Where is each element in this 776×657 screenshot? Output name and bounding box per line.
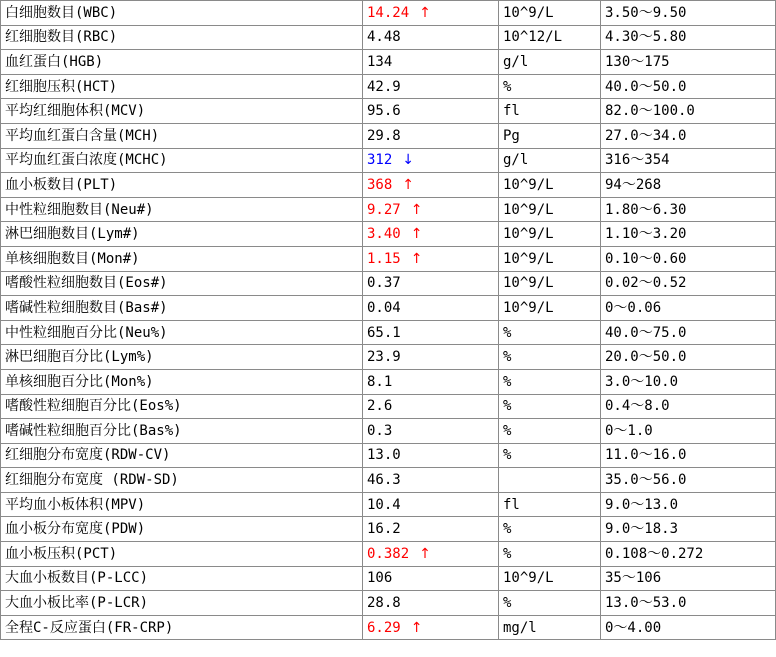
- reference-range-cell: 0～4.00: [601, 615, 776, 640]
- result-value: 106: [367, 570, 393, 587]
- test-name-cell: 淋巴细胞百分比(Lym%): [1, 345, 363, 370]
- reference-range-cell: 3.0～10.0: [601, 369, 776, 394]
- result-value: 9.27: [367, 201, 401, 218]
- result-value: 0.382: [367, 545, 410, 562]
- result-value: 134: [367, 53, 393, 70]
- lab-results-body: [1, 1, 776, 640]
- result-value: 42.9: [367, 78, 401, 95]
- result-value-cell: [363, 492, 499, 517]
- result-value-cell: [363, 50, 499, 75]
- unit-cell: g/l: [499, 148, 601, 173]
- reference-range-cell: 3.50～9.50: [601, 1, 776, 26]
- test-name-cell: 大血小板数目(P-LCC): [1, 566, 363, 591]
- result-value: 4.48: [367, 29, 401, 46]
- reference-range-cell: 0.02～0.52: [601, 271, 776, 296]
- table-row: [1, 222, 776, 247]
- result-value-cell: [363, 468, 499, 493]
- table-row: [1, 419, 776, 444]
- unit-cell: %: [499, 443, 601, 468]
- reference-range-cell: 0.4～8.0: [601, 394, 776, 419]
- test-name-cell: 嗜碱性粒细胞数目(Bas#): [1, 296, 363, 321]
- table-row: [1, 443, 776, 468]
- table-row: [1, 566, 776, 591]
- result-value: 312: [367, 152, 393, 169]
- table-row: [1, 25, 776, 50]
- test-name-cell: 血小板压积(PCT): [1, 542, 363, 567]
- table-row: [1, 99, 776, 124]
- unit-cell: fl: [499, 99, 601, 124]
- test-name-cell: 单核细胞百分比(Mon%): [1, 369, 363, 394]
- result-value-cell: [363, 419, 499, 444]
- result-value-cell: [363, 148, 499, 173]
- test-name-cell: 嗜酸性粒细胞百分比(Eos%): [1, 394, 363, 419]
- reference-range-cell: 35～106: [601, 566, 776, 591]
- result-value: 1.15: [367, 250, 401, 267]
- unit-cell: 10^9/L: [499, 566, 601, 591]
- test-name-cell: 中性粒细胞百分比(Neu%): [1, 320, 363, 345]
- unit-cell: 10^9/L: [499, 197, 601, 222]
- test-name-cell: 中性粒细胞数目(Neu#): [1, 197, 363, 222]
- reference-range-cell: 0～0.06: [601, 296, 776, 321]
- table-row: [1, 74, 776, 99]
- reference-range-cell: 40.0～50.0: [601, 74, 776, 99]
- test-name-cell: 平均红细胞体积(MCV): [1, 99, 363, 124]
- arrow-up-icon: ↑: [410, 250, 423, 267]
- table-row: [1, 320, 776, 345]
- result-value-cell: [363, 222, 499, 247]
- result-value: 8.1: [367, 373, 393, 390]
- result-value: 0.37: [367, 275, 401, 292]
- result-value-cell: [363, 296, 499, 321]
- unit-cell: 10^9/L: [499, 271, 601, 296]
- reference-range-cell: 4.30～5.80: [601, 25, 776, 50]
- unit-cell: 10^9/L: [499, 222, 601, 247]
- reference-range-cell: 40.0～75.0: [601, 320, 776, 345]
- unit-cell: %: [499, 542, 601, 567]
- unit-cell: [499, 468, 601, 493]
- result-value-cell: [363, 443, 499, 468]
- result-value-cell: [363, 615, 499, 640]
- unit-cell: %: [499, 369, 601, 394]
- reference-range-cell: 27.0～34.0: [601, 123, 776, 148]
- arrow-up-icon: ↑: [419, 4, 431, 21]
- result-value-cell: [363, 345, 499, 370]
- test-name-cell: 全程C-反应蛋白(FR-CRP): [1, 615, 363, 640]
- unit-cell: g/l: [499, 50, 601, 75]
- table-row: [1, 591, 776, 616]
- reference-range-cell: 0.10～0.60: [601, 246, 776, 271]
- reference-range-cell: 13.0～53.0: [601, 591, 776, 616]
- table-row: [1, 615, 776, 640]
- result-value: 2.6: [367, 398, 393, 415]
- test-name-cell: 红细胞数目(RBC): [1, 25, 363, 50]
- result-value-cell: [363, 517, 499, 542]
- result-value-cell: [363, 173, 499, 198]
- unit-cell: fl: [499, 492, 601, 517]
- result-value-cell: [363, 1, 499, 26]
- result-value: 10.4: [367, 496, 401, 513]
- reference-range-cell: 1.80～6.30: [601, 197, 776, 222]
- table-row: [1, 369, 776, 394]
- result-value-cell: [363, 99, 499, 124]
- table-row: [1, 468, 776, 493]
- reference-range-cell: 94～268: [601, 173, 776, 198]
- result-value: 0.3: [367, 422, 393, 439]
- table-row: [1, 246, 776, 271]
- arrow-up-icon: ↑: [410, 619, 423, 636]
- test-name-cell: 平均血红蛋白含量(MCH): [1, 123, 363, 148]
- result-value-cell: [363, 74, 499, 99]
- test-name-cell: 平均血红蛋白浓度(MCHC): [1, 148, 363, 173]
- result-value-cell: [363, 566, 499, 591]
- result-value-cell: [363, 369, 499, 394]
- reference-range-cell: 11.0～16.0: [601, 443, 776, 468]
- result-value-cell: [363, 25, 499, 50]
- result-value: 368: [367, 176, 393, 193]
- arrow-up-icon: ↑: [419, 545, 431, 562]
- result-value: 13.0: [367, 447, 401, 464]
- unit-cell: %: [499, 345, 601, 370]
- result-value: 0.04: [367, 299, 401, 316]
- arrow-up-icon: ↑: [402, 176, 415, 193]
- table-row: [1, 50, 776, 75]
- test-name-cell: 大血小板比率(P-LCR): [1, 591, 363, 616]
- unit-cell: 10^9/L: [499, 296, 601, 321]
- reference-range-cell: 130～175: [601, 50, 776, 75]
- unit-cell: 10^9/L: [499, 173, 601, 198]
- test-name-cell: 红细胞分布宽度(RDW-CV): [1, 443, 363, 468]
- reference-range-cell: 0～1.0: [601, 419, 776, 444]
- unit-cell: 10^9/L: [499, 1, 601, 26]
- table-row: [1, 517, 776, 542]
- unit-cell: %: [499, 517, 601, 542]
- reference-range-cell: 316～354: [601, 148, 776, 173]
- test-name-cell: 平均血小板体积(MPV): [1, 492, 363, 517]
- unit-cell: mg/l: [499, 615, 601, 640]
- arrow-down-icon: ↓: [402, 152, 415, 169]
- result-value: 29.8: [367, 127, 401, 144]
- unit-cell: 10^12/L: [499, 25, 601, 50]
- result-value: 46.3: [367, 472, 401, 489]
- result-value-cell: [363, 320, 499, 345]
- test-name-cell: 红细胞压积(HCT): [1, 74, 363, 99]
- unit-cell: 10^9/L: [499, 246, 601, 271]
- table-row: [1, 345, 776, 370]
- table-row: [1, 271, 776, 296]
- table-row: [1, 296, 776, 321]
- test-name-cell: 血小板分布宽度(PDW): [1, 517, 363, 542]
- result-value: 14.24: [367, 4, 410, 21]
- result-value-cell: [363, 394, 499, 419]
- result-value: 16.2: [367, 521, 401, 538]
- result-value-cell: [363, 591, 499, 616]
- unit-cell: Pg: [499, 123, 601, 148]
- unit-cell: %: [499, 591, 601, 616]
- reference-range-cell: 9.0～13.0: [601, 492, 776, 517]
- reference-range-cell: 1.10～3.20: [601, 222, 776, 247]
- reference-range-cell: 35.0～56.0: [601, 468, 776, 493]
- test-name-cell: 单核细胞数目(Mon#): [1, 246, 363, 271]
- result-value: 95.6: [367, 103, 401, 120]
- test-name-cell: 红细胞分布宽度 (RDW-SD): [1, 468, 363, 493]
- test-name-cell: 血红蛋白(HGB): [1, 50, 363, 75]
- unit-cell: %: [499, 419, 601, 444]
- result-value: 28.8: [367, 595, 401, 612]
- result-value: 65.1: [367, 324, 401, 341]
- table-row: [1, 394, 776, 419]
- result-value-cell: [363, 246, 499, 271]
- result-value: 23.9: [367, 349, 401, 366]
- table-row: [1, 148, 776, 173]
- arrow-up-icon: ↑: [410, 226, 423, 243]
- result-value-cell: [363, 197, 499, 222]
- result-value-cell: [363, 123, 499, 148]
- table-row: [1, 173, 776, 198]
- reference-range-cell: 0.108～0.272: [601, 542, 776, 567]
- table-row: [1, 492, 776, 517]
- unit-cell: %: [499, 394, 601, 419]
- table-row: [1, 1, 776, 26]
- reference-range-cell: 82.0～100.0: [601, 99, 776, 124]
- result-value-cell: [363, 271, 499, 296]
- unit-cell: %: [499, 74, 601, 99]
- reference-range-cell: 20.0～50.0: [601, 345, 776, 370]
- result-value-cell: [363, 542, 499, 567]
- table-row: [1, 123, 776, 148]
- test-name-cell: 嗜碱性粒细胞百分比(Bas%): [1, 419, 363, 444]
- table-row: [1, 197, 776, 222]
- result-value: 3.40: [367, 226, 401, 243]
- test-name-cell: 血小板数目(PLT): [1, 173, 363, 198]
- unit-cell: %: [499, 320, 601, 345]
- reference-range-cell: 9.0～18.3: [601, 517, 776, 542]
- test-name-cell: 嗜酸性粒细胞数目(Eos#): [1, 271, 363, 296]
- arrow-up-icon: ↑: [410, 201, 423, 218]
- test-name-cell: 淋巴细胞数目(Lym#): [1, 222, 363, 247]
- table-row: [1, 542, 776, 567]
- test-name-cell: 白细胞数目(WBC): [1, 1, 363, 26]
- result-value: 6.29: [367, 619, 401, 636]
